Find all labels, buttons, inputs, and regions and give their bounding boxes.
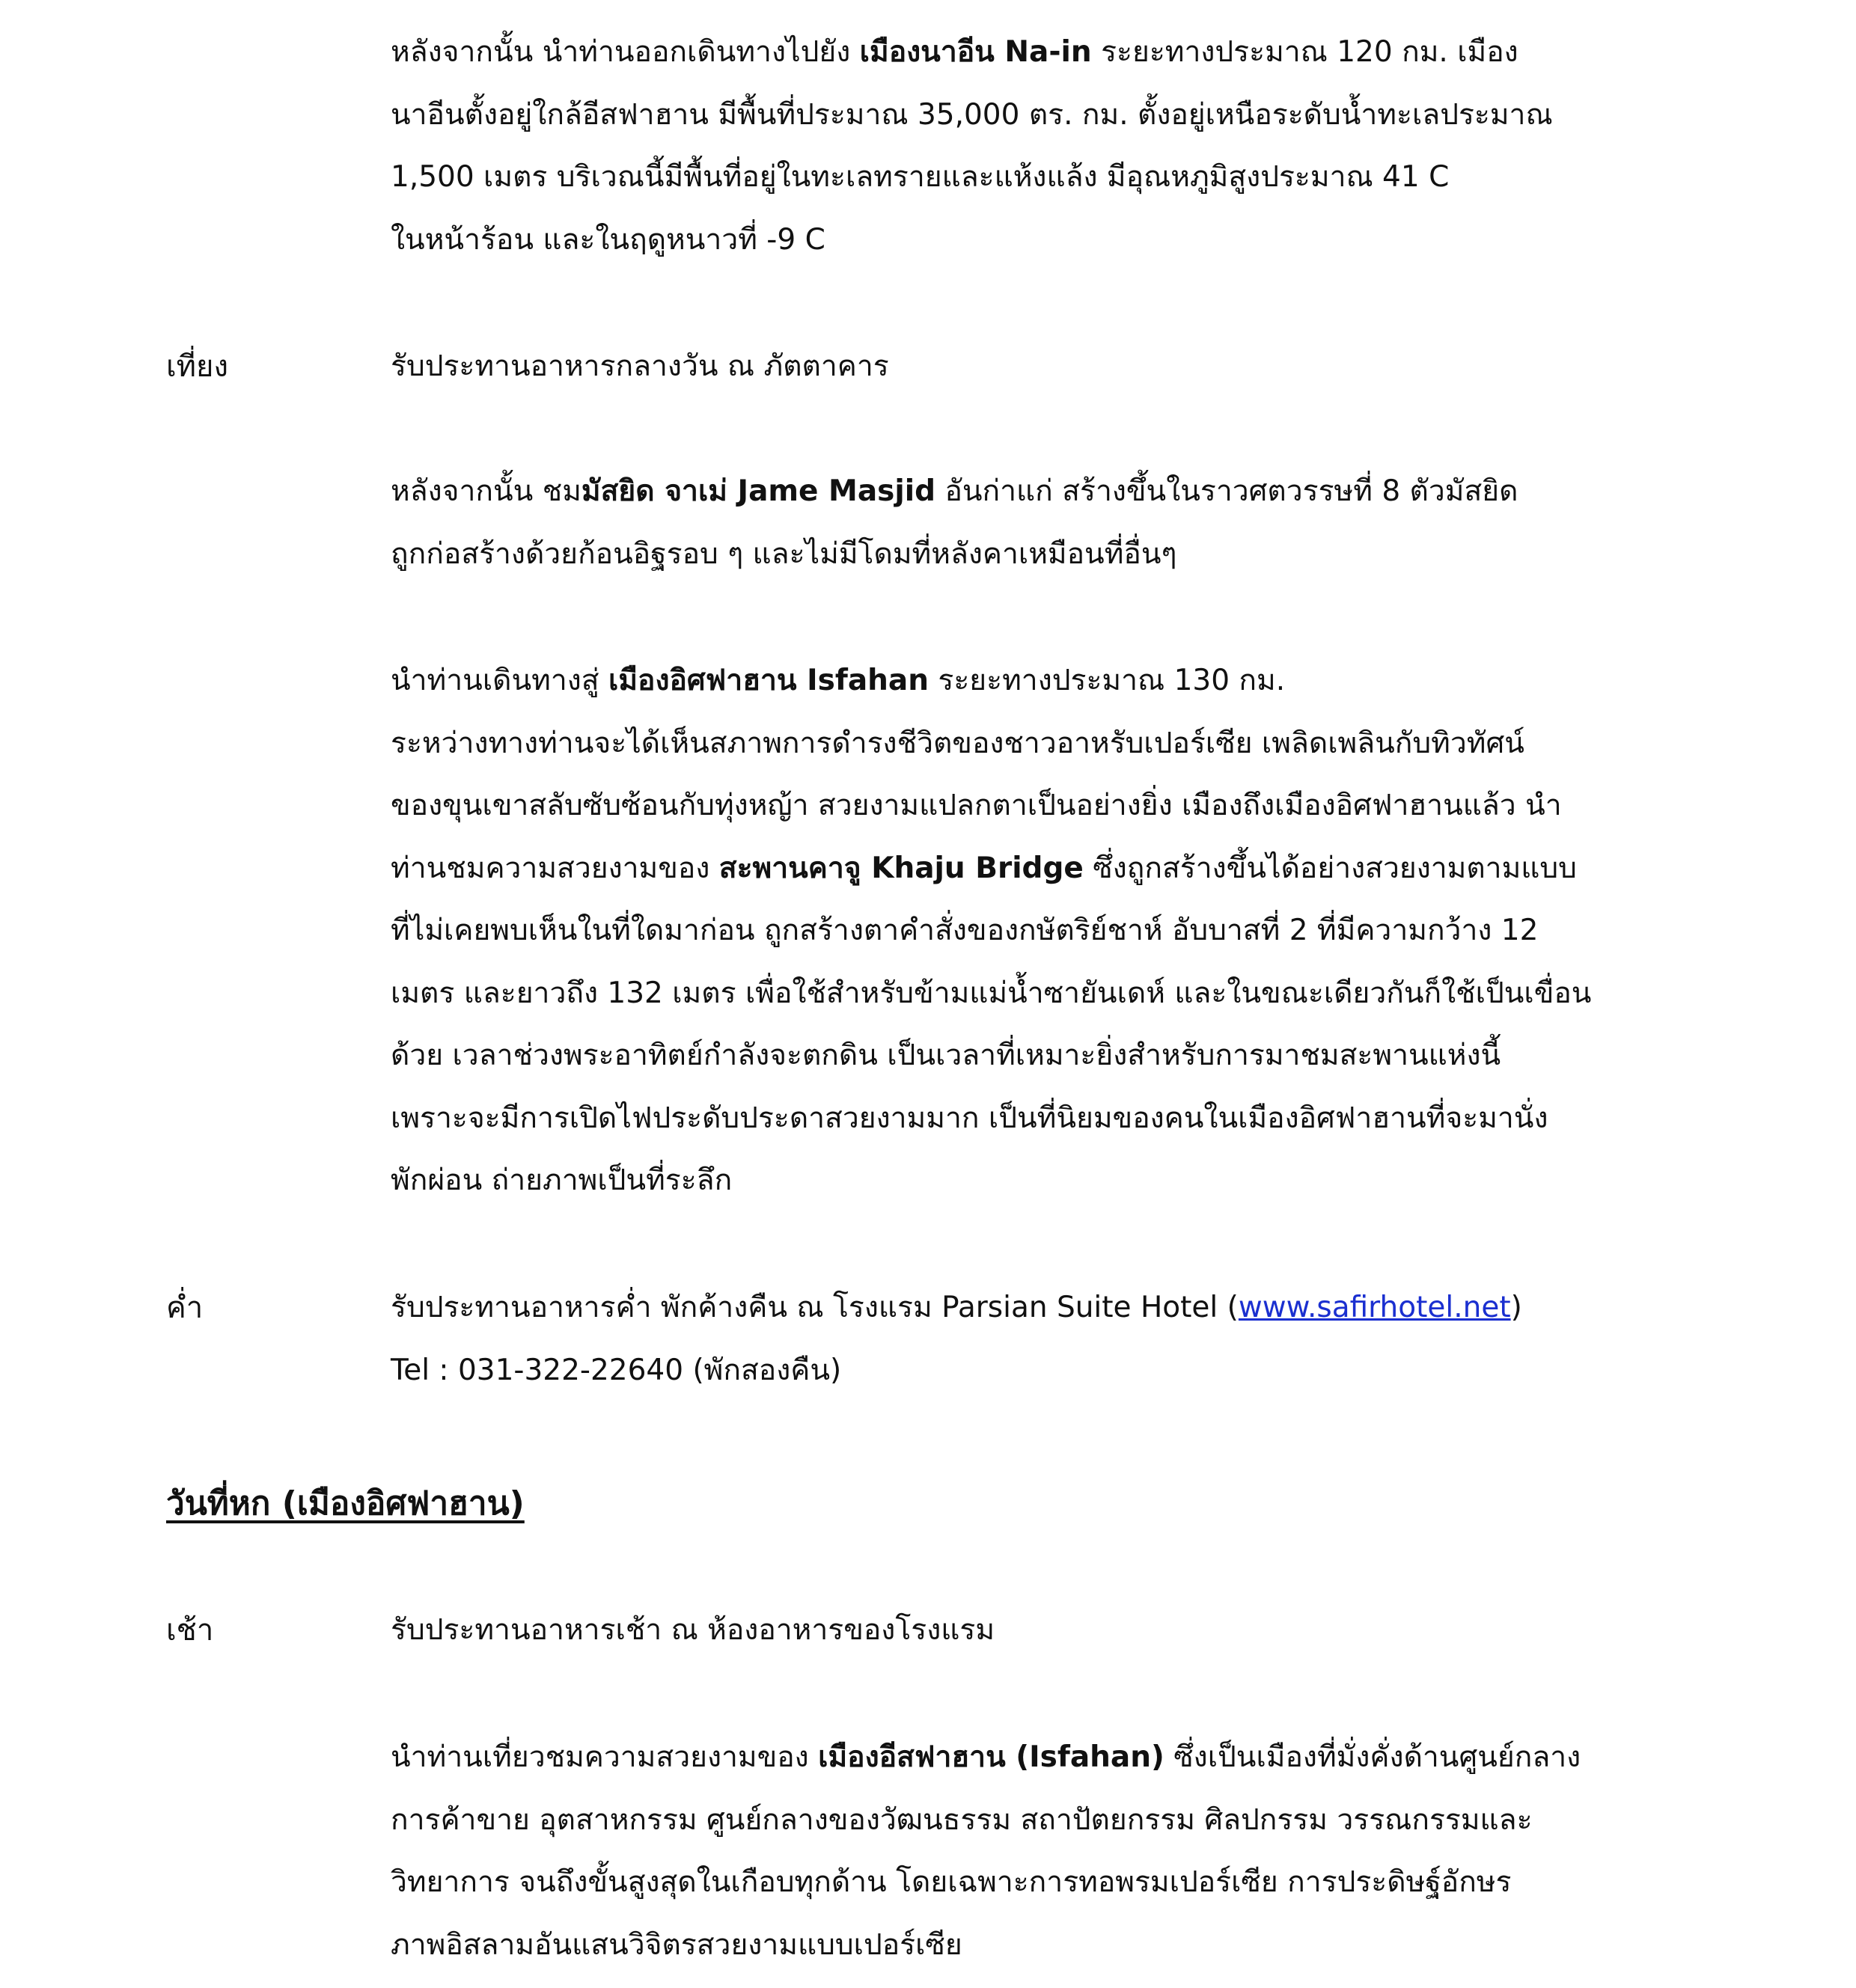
jame-masjid-paragraph [391, 460, 1720, 585]
dinner-label: ค่ำ [166, 1291, 204, 1325]
isfahan-city-name: เมืองอิศฟาฮาน Isfahan [608, 664, 929, 697]
jame-masjid-name: มัสยิด จาเม่ Jame Masjid [581, 474, 936, 508]
dinner-text [391, 1276, 1720, 1401]
jame-line-2: ถูกก่อสร้างด้วยก้อนอิฐรอบ ๆ และไม่มีโดมที่หลังคาเหมือนที่อื่นๆ [391, 536, 1177, 571]
dinner-line-2: Tel : 031-322-22640 (พักสองคืน) [391, 1353, 842, 1387]
isfahan-tour-paragraph [391, 1726, 1720, 1976]
isfahan-line-9: พักผ่อน ถ่ายภาพเป็นที่ระลึก [391, 1163, 733, 1197]
tour-line-1: นำท่านเที่ยวชมความสวยงามของ เมืองอีสฟาฮาน (Isfahan) ซึ่งเป็นเมืองที่มั่งคั่งด้านศูนย์กลาง [391, 1740, 1581, 1774]
isfahan-line-3: ของขุนเขาสลับซับซ้อนกับทุ่งหญ้า สวยงามแปลกตาเป็นอย่างยิ่ง เมืองถึงเมืองอิศฟาฮานแล้ว นำ [391, 789, 1562, 822]
isfahan-paragraph [391, 649, 1720, 1212]
isfahan-line-6: เมตร และยาวถึง 132 เมตร เพื่อใช้สำหรับข้ามแม่น้ำซายันเดห์ และในขณะเดียวกันก็ใช้เป็นเขื่อน [391, 976, 1592, 1010]
isfahan-tour-city-name: เมืองอีสฟาฮาน (Isfahan) [818, 1740, 1164, 1774]
breakfast-label: เช้า [166, 1613, 214, 1648]
breakfast-text: รับประทานอาหารเช้า ณ ห้องอาหารของโรงแรม [391, 1613, 995, 1647]
isfahan-line-7: ด้วย เวลาช่วงพระอาทิตย์กำลังจะตกดิน เป็นเวลาที่เหมาะยิ่งสำหรับการมาชมสะพานแห่งนี้ [391, 1039, 1501, 1072]
tour-line-4: ภาพอิสลามอันแสนวิจิตรสวยงามแบบเปอร์เซีย [391, 1927, 962, 1962]
nain-city-name: เมืองนาอีน Na-in [859, 35, 1092, 69]
nain-line-2: นาอีนตั้งอยู่ใกล้อีสฟาฮาน มีพื้นที่ประมาณ 35,000 ตร. กม. ตั้งอยู่เหนือระดับน้ำทะเลประมาณ [391, 97, 1553, 132]
nain-line-4: ในหน้าร้อน และในฤดูหนาวที่ -9 C [391, 222, 825, 257]
nain-paragraph [391, 21, 1720, 271]
tour-line-2: การค้าขาย อุตสาหกรรม ศูนย์กลางของวัฒนธรรม สถาปัตยกรรม ศิลปกรรม วรรณกรรมและ [391, 1802, 1533, 1837]
lunch-text: รับประทานอาหารกลางวัน ณ ภัตตาคาร [391, 349, 889, 383]
hotel-website-link[interactable]: www.safirhotel.net [1238, 1291, 1511, 1324]
isfahan-line-2: ระหว่างทางท่านจะได้เห็นสภาพการดำรงชีวิตของชาวอาหรับเปอร์เซีย เพลิดเพลินกับทิวทัศน์ [391, 726, 1524, 760]
isfahan-line-4: ท่านชมความสวยงามของ สะพานคาจู Khaju Bridge ซึ่งถูกสร้างขึ้นได้อย่างสวยงามตามแบบ [391, 851, 1577, 885]
lunch-label: เที่ยง [166, 349, 229, 384]
jame-line-1: หลังจากนั้น ชมมัสยิด จาเม่ Jame Masjid อันก่าแก่ สร้างขึ้นในราวศตวรรษที่ 8 ตัวมัสยิด [391, 474, 1518, 508]
khaju-bridge-name: สะพานคาจู Khaju Bridge [718, 851, 1084, 885]
nain-line-3: 1,500 เมตร บริเวณนี้มีพื้นที่อยู่ในทะเลทรายและแห้งแล้ง มีอุณหภูมิสูงประมาณ 41 C [391, 160, 1450, 194]
isfahan-line-8: เพราะจะมีการเปิดไฟประดับประดาสวยงามมาก เป็นที่นิยมของคนในเมืองอิศฟาฮานที่จะมานั่ง [391, 1101, 1548, 1135]
tour-line-3: วิทยาการ จนถึงขั้นสูงสุดในเกือบทุกด้าน โดยเฉพาะการทอพรมเปอร์เซีย การประดิษฐ์อักษร [391, 1865, 1512, 1899]
dinner-line-1: รับประทานอาหารค่ำ พักค้างคืน ณ โรงแรม Parsian Suite Hotel (www.safirhotel.net) [391, 1291, 1522, 1324]
nain-line-1: หลังจากนั้น นำท่านออกเดินทางไปยัง เมืองนาอีน Na-in ระยะทางประมาณ 120 กม. เมือง [391, 35, 1518, 69]
isfahan-line-5: ที่ไม่เคยพบเห็นในที่ใดมาก่อน ถูกสร้างตาคำสั่งของกษัตริย์ชาห์ อับบาสที่ 2 ที่มีความกว้าง 12 [391, 914, 1539, 947]
day-six-heading: วันที่หก (เมืองอิศฟาฮาน) [166, 1484, 525, 1523]
isfahan-line-1: นำท่านเดินทางสู่ เมืองอิศฟาฮาน Isfahan ระยะทางประมาณ 130 กม. [391, 664, 1286, 697]
